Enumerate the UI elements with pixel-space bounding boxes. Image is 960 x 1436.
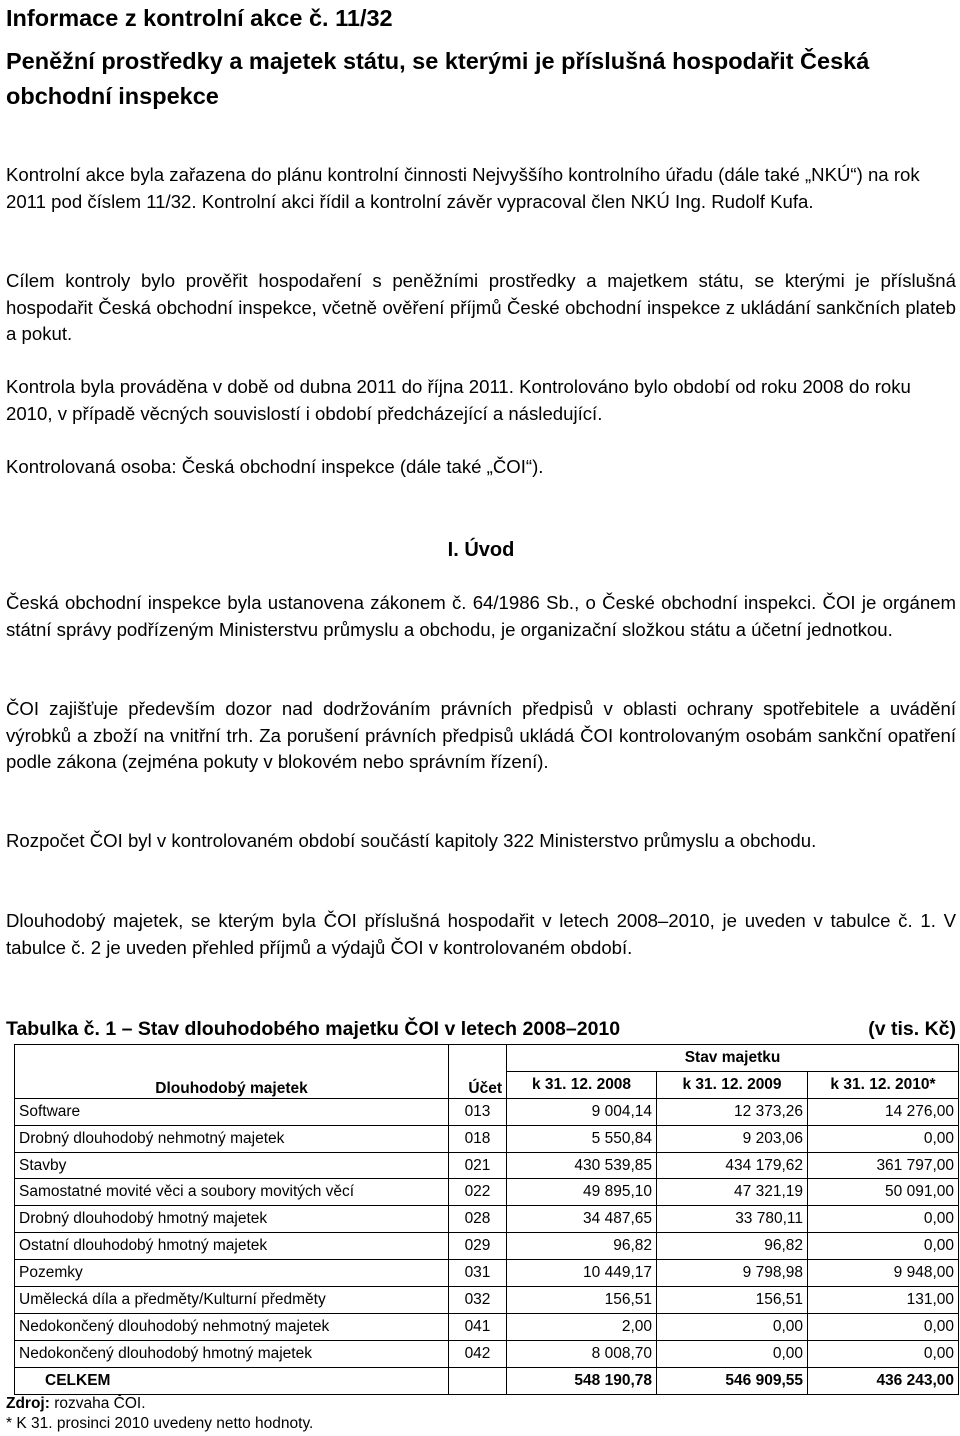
- header-2009: k 31. 12. 2009: [657, 1071, 808, 1098]
- value-2010-cell: 9 948,00: [808, 1260, 959, 1287]
- asset-name-cell: Umělecká díla a předměty/Kulturní předměty: [15, 1287, 449, 1314]
- goal-paragraph: Cílem kontroly bylo prověřit hospodaření s peněžními prostředky a majetkem státu, se kterými je příslušná hospodařit Česká obchodní inspekce, včetně ověření příjmů České obchodní inspekce z ukládání sankčních plateb a pokut.: [6, 270, 956, 344]
- account-cell: 042: [449, 1340, 507, 1367]
- value-2008-cell: 49 895,10: [507, 1179, 657, 1206]
- section-heading: I. Úvod: [447, 539, 515, 561]
- header-2008: k 31. 12. 2008: [507, 1071, 657, 1098]
- table-row: [15, 1206, 959, 1233]
- asset-name-cell: Nedokončený dlouhodobý nehmotný majetek: [15, 1313, 449, 1340]
- table-caption-text: Tabulka č. 1 – Stav dlouhodobého majetku ČOI v letech 2008–2010: [6, 1018, 621, 1040]
- table-row: [15, 1287, 959, 1314]
- intro-paragraph: Kontrolní akce byla zařazena do plánu kontrolní činnosti Nejvyššího kontrolního úřadu (dále také „NKÚ“) na rok 2011 pod číslem 11/32. Kontrolní akci řídil a kontrolní závěr vypracoval člen NKÚ Ing. Rudolf Kufa.: [6, 164, 920, 212]
- asset-table: [14, 1044, 959, 1395]
- value-2009-cell: 9 798,98: [657, 1260, 808, 1287]
- value-2010-cell: 50 091,00: [808, 1179, 959, 1206]
- source-label: Zdroj:: [6, 1395, 50, 1412]
- value-2008-cell: 96,82: [507, 1233, 657, 1260]
- header-asset-name: Dlouhodobý majetek: [15, 1045, 449, 1099]
- asset-name-cell: Stavby: [15, 1152, 449, 1179]
- table-footnote: * K 31. prosinci 2010 uvedeny netto hodnoty.: [6, 1415, 314, 1432]
- account-cell: 021: [449, 1152, 507, 1179]
- table-row: [15, 1179, 959, 1206]
- table-row: [15, 1098, 959, 1125]
- value-2009-cell: 0,00: [657, 1313, 808, 1340]
- account-cell: 028: [449, 1206, 507, 1233]
- table-header-row-1: [15, 1045, 959, 1072]
- value-2008-cell: 34 487,65: [507, 1206, 657, 1233]
- table-caption: [6, 1016, 956, 1042]
- total-2009: 546 909,55: [657, 1367, 808, 1394]
- intro-section-paragraph-4: Dlouhodobý majetek, se kterým byla ČOI příslušná hospodařit v letech 2008–2010, je uveden v tabulce č. 1. V tabulce č. 2 je uveden přehled příjmů a výdajů ČOI v kontrolovaném období.: [6, 910, 956, 958]
- value-2009-cell: 0,00: [657, 1340, 808, 1367]
- account-cell: 029: [449, 1233, 507, 1260]
- value-2010-cell: 0,00: [808, 1313, 959, 1340]
- value-2010-cell: 0,00: [808, 1340, 959, 1367]
- source-text: rozvaha ČOI.: [54, 1395, 146, 1412]
- table-body: [15, 1098, 959, 1367]
- value-2009-cell: 96,82: [657, 1233, 808, 1260]
- table-row: [15, 1313, 959, 1340]
- value-2008-cell: 10 449,17: [507, 1260, 657, 1287]
- value-2010-cell: 131,00: [808, 1287, 959, 1314]
- value-2010-cell: 0,00: [808, 1206, 959, 1233]
- asset-name-cell: Pozemky: [15, 1260, 449, 1287]
- value-2010-cell: 0,00: [808, 1233, 959, 1260]
- value-2009-cell: 434 179,62: [657, 1152, 808, 1179]
- value-2010-cell: 14 276,00: [808, 1098, 959, 1125]
- value-2009-cell: 12 373,26: [657, 1098, 808, 1125]
- header-account: Účet: [449, 1045, 507, 1099]
- total-2008: 548 190,78: [507, 1367, 657, 1394]
- account-cell: 022: [449, 1179, 507, 1206]
- account-cell: 032: [449, 1287, 507, 1314]
- value-2009-cell: 33 780,11: [657, 1206, 808, 1233]
- intro-section-paragraph-1: Česká obchodní inspekce byla ustanovena zákonem č. 64/1986 Sb., o České obchodní inspekci. ČOI je orgánem státní správy podřízeným Ministerstvu průmyslu a obchodu, je organizační složkou státu a účetní jednotkou.: [6, 592, 956, 640]
- table-row: [15, 1125, 959, 1152]
- report-title: Peněžní prostředky a majetek státu, se kterými je příslušná hospodařit Česká obchodní inspekce: [6, 48, 870, 109]
- value-2008-cell: 5 550,84: [507, 1125, 657, 1152]
- intro-section-paragraph-2: ČOI zajišťuje především dozor nad dodržováním právních předpisů v oblasti ochrany spotřebitele a uvádění výrobků a zboží na vnitřní trh. Za porušení právních předpisů ukládá ČOI kontrolovaným osobám sankční opatření podle zákona (zejména pokuty v blokovém nebo správním řízení).: [6, 698, 956, 772]
- value-2008-cell: 430 539,85: [507, 1152, 657, 1179]
- header-2010: k 31. 12. 2010*: [808, 1071, 959, 1098]
- value-2009-cell: 9 203,06: [657, 1125, 808, 1152]
- table-source: [6, 1394, 146, 1414]
- report-number-heading: Informace z kontrolní akce č. 11/32: [6, 5, 393, 31]
- table-row: [15, 1152, 959, 1179]
- table-total-row: [15, 1367, 959, 1394]
- account-cell: 031: [449, 1260, 507, 1287]
- asset-name-cell: Drobný dlouhodobý nehmotný majetek: [15, 1125, 449, 1152]
- asset-name-cell: Samostatné movité věci a soubory movitých věcí: [15, 1179, 449, 1206]
- table-row: [15, 1233, 959, 1260]
- audited-person-paragraph: Kontrolovaná osoba: Česká obchodní inspekce (dále také „ČOI“).: [6, 456, 544, 477]
- header-group-state: Stav majetku: [507, 1045, 959, 1072]
- asset-name-cell: Ostatní dlouhodobý hmotný majetek: [15, 1233, 449, 1260]
- value-2010-cell: 0,00: [808, 1125, 959, 1152]
- table-row: [15, 1340, 959, 1367]
- value-2009-cell: 156,51: [657, 1287, 808, 1314]
- value-2009-cell: 47 321,19: [657, 1179, 808, 1206]
- value-2008-cell: 8 008,70: [507, 1340, 657, 1367]
- period-paragraph: Kontrola byla prováděna v době od dubna 2011 do října 2011. Kontrolováno bylo období od roku 2008 do roku 2010, v případě věcných souvislostí i období předcházející a následující.: [6, 376, 911, 424]
- account-cell: 041: [449, 1313, 507, 1340]
- intro-section-paragraph-3: Rozpočet ČOI byl v kontrolovaném období součástí kapitoly 322 Ministerstvo průmyslu a obchodu.: [6, 830, 817, 851]
- asset-name-cell: Drobný dlouhodobý hmotný majetek: [15, 1206, 449, 1233]
- account-cell: 013: [449, 1098, 507, 1125]
- table-row: [15, 1260, 959, 1287]
- value-2008-cell: 9 004,14: [507, 1098, 657, 1125]
- table-unit: (v tis. Kč): [868, 1018, 956, 1040]
- asset-name-cell: Software: [15, 1098, 449, 1125]
- value-2010-cell: 361 797,00: [808, 1152, 959, 1179]
- account-cell: 018: [449, 1125, 507, 1152]
- value-2008-cell: 2,00: [507, 1313, 657, 1340]
- asset-name-cell: Nedokončený dlouhodobý hmotný majetek: [15, 1340, 449, 1367]
- total-account: [449, 1367, 507, 1394]
- value-2008-cell: 156,51: [507, 1287, 657, 1314]
- total-label: CELKEM: [15, 1367, 449, 1394]
- total-2010: 436 243,00: [808, 1367, 959, 1394]
